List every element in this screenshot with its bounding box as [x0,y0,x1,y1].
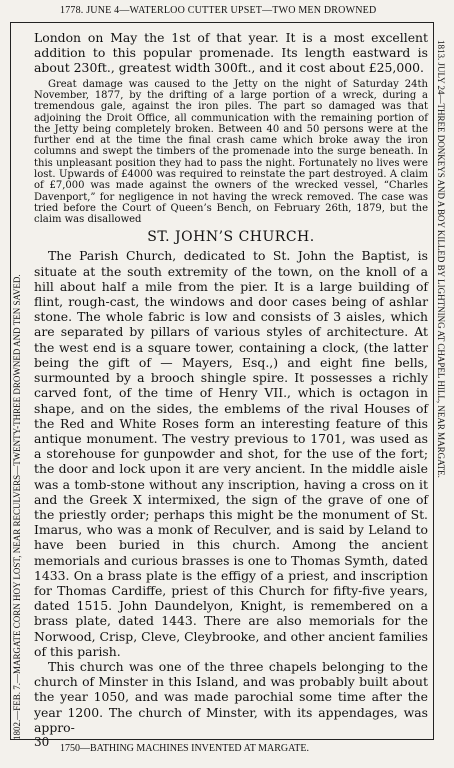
main-text-column [34,30,428,749]
jetty-damage-paragraph: Great damage was caused to the Jetty on the night of Saturday 24th November, 1877, by the drifting of a large portion of a wreck, during a tremendous gale, against the iron piles. The part so damaged was that adjoining the Droit Office, all communication with the remaining portion of the Jetty being completely broken. Between 40 and 50 persons were at the further end at the time the final crash came which broke away the iron columns and swept the timbers of the promenade into the surge beneath. In this unpleasant position they had to pass the night. Fortunately no lives were lost. Upwards of £4000 was required to reinstate the part destroyed. A claim of £7,000 was made against the owners of the wrecked vessel, “Charles Davenport,” for negligence in not having the wreck removed. The case was tried before the Court of Queen’s Bench, on February 26th, 1879, but the claim was disallowed [34,78,428,226]
top-margin-caption: 1778. JUNE 4—WATERLOO CUTTER UPSET—TWO MEN DROWNED [60,5,377,16]
left-margin-caption: 1802.—FEB. 7.—MARGATE CORN HOY LOST, NEAR RECULVERS—TWENTY-THREE DROWNED AND TEN SAVED. [12,274,22,740]
right-margin-caption: 1813. JULY 24—THREE DONKEYS AND A BOY KILLED BY LIGHTNING AT CHAPEL HILL, NEAR MARGATE. [436,40,446,478]
church-paragraph-1: The Parish Church, dedicated to St. John the Baptist, is situate at the south extremity of the town, on the knoll of a hill about half a mile from the pier. It is a large building of flint, rough-cast, the windows and door cases being of ashlar stone. The whole fabric is low and consists of 3 aisles, which are separated by pillars of various styles of architecture. At the west end is a square tower, containing a clock, (the latter being the gift of — Mayers, Esq.,) and eight fine bells, surmounted by a brooch shingle spire. It possesses a richly carved font, of the time of Henry VII., which is octagon in shape, and on the sides, the emblems of the rival Houses of the Red and White Roses form an interesting feature of this antique monument. The vestry previous to 1701, was used as a storehouse for gunpowder and shot, for the use of the fort; the door and lock upon it are very ancient. In the middle aisle was a tomb-stone without any inscription, having a cross on it and the Greek X intermixed, the sign of the grave of one of the priestly order; perhaps this might be the monument of St. Imarus, who was a monk of Reculver, and is said by Leland to have been buried in this church. Among the ancient memorials and curious brasses is one to Thomas Symth, dated 1433. On a brass plate is the effigy of a priest, and inscription for Thomas Cardiffe, priest of this Church for fifty-five years, dated 1515. John Daundelyon, Knight, is remembered on a brass plate, dated 1443. There are also memorials for the Norwood, Crisp, Cleve, Cleybrooke, and other ancient families of this parish. [34,248,429,659]
section-heading: ST. JOHN’S CHURCH. [147,229,315,246]
bottom-margin-caption: 1750—BATHING MACHINES INVENTED AT MARGATE. [60,743,309,754]
church-paragraph-2: This church was one of the three chapels belonging to the church of Minster in this Island, and was probably built about the year 1050, and was made parochial some time after the year 1200. The church of Minster, with its appendages, was appro- [34,658,428,735]
page-number: 30 [34,734,50,749]
intro-paragraph: London on May the 1st of that year. It is a most excellent addition to this popular promenade. Its length eastward is about 230ft., greatest width 300ft., and it cost about £25,000. [34,30,428,76]
